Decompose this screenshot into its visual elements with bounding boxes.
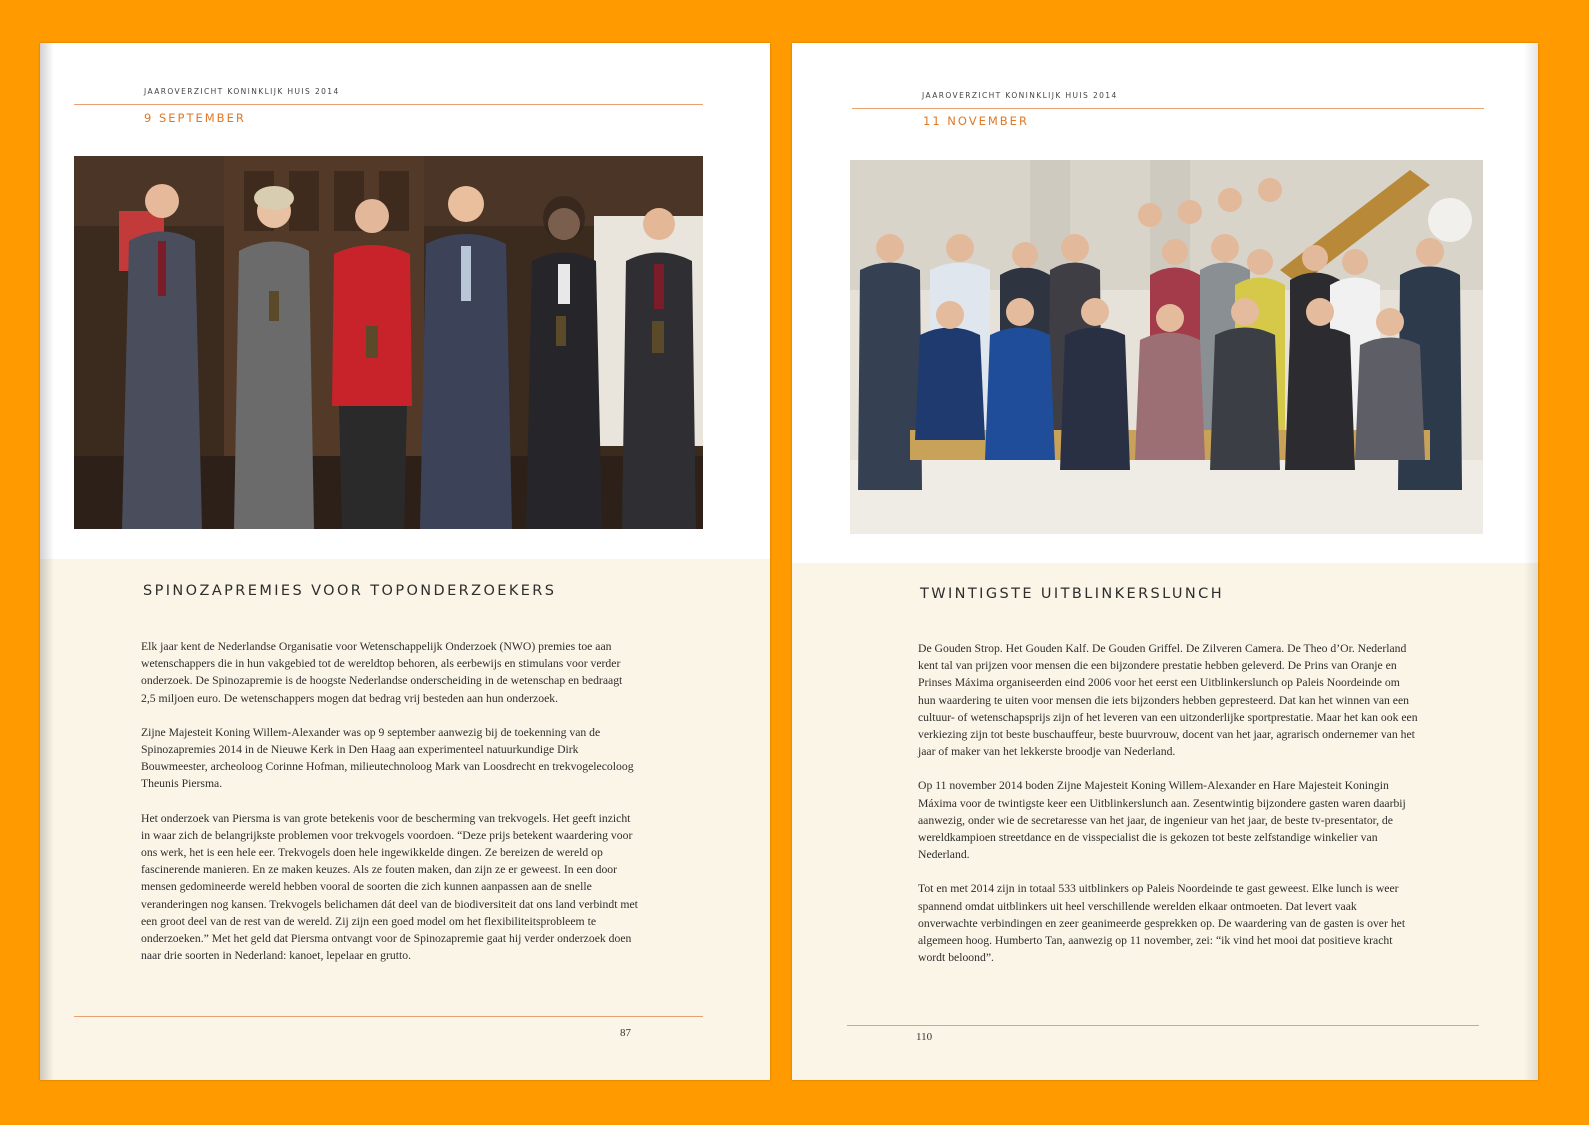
paragraph: Elk jaar kent de Nederlandse Organisatie voor Wetenschappelijk Onderzoek (NWO) premies toe aan wetenschappers die in hun vakgebied tot de wereldtop behoren, als eerbewijs en stimulans voor verder onderzoek. De Spinozapremie is de hoogste Nederlandse onderscheiding in de wetenschap en bedraagt 2,5 miljoen euro. De wetenschappers mogen dat bedrag vrij besteden aan hun onderzoek. xyxy=(141,640,623,705)
paragraph: Op 11 november 2014 boden Zijne Majesteit Koning Willem-Alexander en Hare Majesteit Koningin Máxima voor de twintigste keer een Uitblinkerslunch aan. Zesentwintig bijzondere gasten waren daarbij aanwezig, onder wie de secretaresse van het jaar, de ingenieur van het jaar, de beste tv-presentator, de wereldkampioen streetdance en de visspecialist die is gekozen tot beste zelfstandige winkelier van Nederland. xyxy=(918,779,1406,862)
article-title: TWINTIGSTE UITBLINKERSLUNCH xyxy=(920,586,1225,602)
article-body xyxy=(918,640,1418,983)
header-rule xyxy=(74,104,703,105)
left-page xyxy=(40,43,770,1080)
footer-rule xyxy=(74,1016,703,1017)
page-number: 110 xyxy=(916,1031,933,1043)
running-header: JAAROVERZICHT KONINKLIJK HUIS 2014 xyxy=(922,91,1118,100)
spinoza-group-photo xyxy=(74,156,703,529)
uitblinkers-group-photo xyxy=(850,160,1483,534)
paragraph: Tot en met 2014 zijn in totaal 533 uitblinkers op Paleis Noordeinde te gast geweest. Elke lunch is weer spannend omdat uitblinkers uit heel verschillende werelden elkaar ontmoeten. Dat levert vaak onverwachte verbindingen en zeer geanimeerde gesprekken op. De waardering van de gasten is over het algemeen hoog. Humberto Tan, aanwezig op 11 november, zei: “ik vind het mooi dat positieve kracht wordt beloond”. xyxy=(918,882,1406,965)
footer-rule xyxy=(847,1025,1479,1026)
paragraph: Zijne Majesteit Koning Willem-Alexander was op 9 september aanwezig bij de toekenning van de Spinozapremies 2014 in de Nieuwe Kerk in Den Haag aan experimenteel natuurkundige Dirk Bouwmeester, archeoloog Corinne Hofman, milieutechnoloog Mark van Loosdrecht en trekvogelecoloog Theunis Piersma. xyxy=(141,725,634,791)
date-label: 11 NOVEMBER xyxy=(923,114,1029,128)
paragraph: Het onderzoek van Piersma is van grote betekenis voor de bescherming van trekvogels. Het geeft inzicht in waar zich de belangrijkste problemen voor trekvogels voordoen. “Deze prijs betekent waardering voor ons werk, het is een hele eer. Trekvogels doen hele ingewikkelde dingen. Ze bereizen de wereld op fascinerende manieren. En ze maken keuzes. Als ze fouten maken, dan zijn ze er geweest. In een door mensen gedomineerde wereld hebben vooral de soorten die zich kunnen aanpassen aan de snelle veranderingen nog kansen. Trekvogels belichamen dát deel van de biodiversiteit dat ons land verbindt met een groot deel van de rest van de wereld. Zij zijn een goed model om het flexibiliteitsprobleem te onderzoeken.” Met het geld dat Piersma ontvangt voor de Spinozapremie gaat hij verder onderzoek doen naar drie soorten in Nederland: kanoet, lepelaar en grutto. xyxy=(141,811,638,963)
right-page xyxy=(792,43,1538,1080)
article-title: SPINOZAPREMIES VOOR TOPONDERZOEKERS xyxy=(143,583,557,599)
running-header: JAAROVERZICHT KONINKLIJK HUIS 2014 xyxy=(144,87,340,96)
page-number: 87 xyxy=(620,1027,631,1039)
paragraph: De Gouden Strop. Het Gouden Kalf. De Gouden Griffel. De Zilveren Camera. De Theo d’Or. Nederland kent tal van prijzen voor mensen die een bijzondere prestatie hebben geleverd. De Prins van Oranje en Prinses Máxima organiseerden eind 2006 voor het eerst een Uitblinkerslunch op Paleis Noordeinde om hun waardering te uiten voor mensen die iets bijzonders hebben gepresteerd. Dat kan het winnen van een cultuur- of wetenschapsprijs zijn of het leveren van een uitzonderlijke sportprestatie. Maar het kan ook een verkiezing zijn tot beste buschauffeur, beste buurvrouw, docent van het jaar, agrarisch ondernemer van het jaar of maker van het lekkerste broodje van Nederland. xyxy=(918,642,1418,759)
header-rule xyxy=(852,108,1484,109)
date-label: 9 SEPTEMBER xyxy=(144,111,246,125)
article-body xyxy=(141,638,639,981)
